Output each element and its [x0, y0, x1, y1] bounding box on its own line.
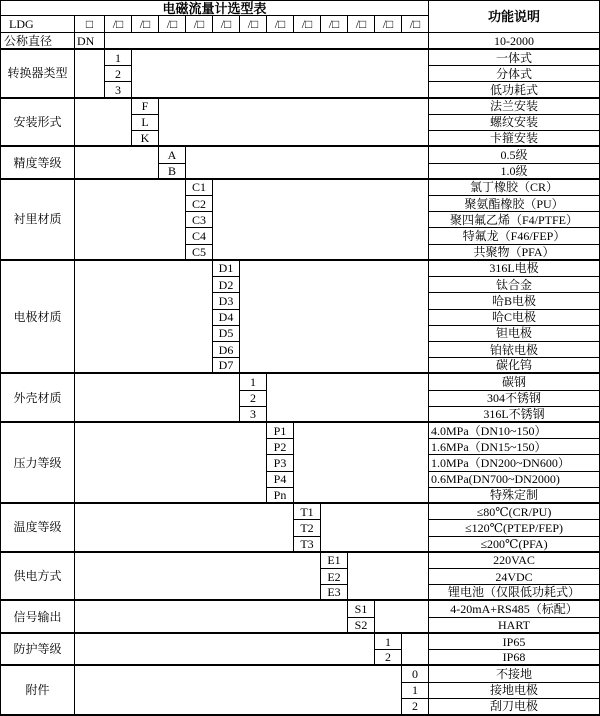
group-code: 1 [105, 50, 132, 66]
group-code: T1 [294, 504, 321, 520]
group-span-left [75, 504, 294, 553]
group-value: 锂电池（仅限低功耗式） [429, 585, 599, 601]
group-span-right [348, 553, 429, 602]
group-value: 钽电极 [429, 326, 599, 342]
group-value: 220VAC [429, 553, 599, 569]
group-code: P1 [267, 423, 294, 439]
group-value: 24VDC [429, 569, 599, 585]
group-value: 法兰安装 [429, 99, 599, 115]
group-label: 供电方式 [1, 553, 75, 602]
group-code: P4 [267, 472, 294, 488]
group-value: 聚氨酯橡胶（PU） [429, 196, 599, 212]
model-slot: /□ [267, 16, 294, 33]
group-label: 附件 [1, 666, 75, 715]
group-code: Pn [267, 488, 294, 504]
group-span-left [75, 180, 186, 261]
group-value: 碳钢 [429, 374, 599, 390]
group-span-right [159, 99, 429, 148]
group-code: T3 [294, 537, 321, 553]
group-span-left [75, 553, 321, 602]
group-code: 2 [375, 650, 402, 666]
group-code: A [159, 147, 186, 163]
group-value: HART [429, 618, 599, 634]
group-value: IP68 [429, 650, 599, 666]
group-label: 压力等级 [1, 423, 75, 504]
group-value: IP65 [429, 634, 599, 650]
group-label: 外壳材质 [1, 374, 75, 423]
group-code: C2 [186, 196, 213, 212]
group-code: D7 [213, 358, 240, 374]
model-slot: /□ [240, 16, 267, 33]
group-code: 0 [402, 666, 429, 682]
model-slot: /□ [402, 16, 429, 33]
group-value: 316L电极 [429, 261, 599, 277]
group-span-left [75, 601, 348, 633]
group-span-right [375, 601, 429, 633]
group-value: 螺纹安装 [429, 115, 599, 131]
group-value: 1.0级 [429, 164, 599, 180]
model-slot: /□ [321, 16, 348, 33]
group-code: 2 [402, 699, 429, 715]
group-code: 1 [402, 683, 429, 699]
group-span-left [75, 374, 240, 423]
group-value: ≤120℃(PTEP/FEP) [429, 520, 599, 536]
group-code: 1 [240, 374, 267, 390]
group-code: 2 [240, 391, 267, 407]
group-code: D2 [213, 277, 240, 293]
group-value: 卡箍安装 [429, 131, 599, 147]
group-span-right [213, 180, 429, 261]
group-value: 304不锈钢 [429, 391, 599, 407]
group-span-left [75, 634, 375, 666]
group-span-left [75, 261, 213, 375]
function-column-header: 功能说明 [429, 1, 599, 33]
group-value: 一体式 [429, 50, 599, 66]
group-value: 低功耗式 [429, 82, 599, 98]
group-label: 信号输出 [1, 601, 75, 633]
group-value: 碳化钨 [429, 358, 599, 374]
group-value: 共聚物（PFA） [429, 245, 599, 261]
table-title: 电磁流量计选型表 [1, 1, 429, 16]
group-code: 3 [105, 82, 132, 98]
group-label: 衬里材质 [1, 180, 75, 261]
model-slot: /□ [348, 16, 375, 33]
group-value: 钛合金 [429, 277, 599, 293]
group-code: C1 [186, 180, 213, 196]
group-code: S2 [348, 618, 375, 634]
group-value: 0.6MPa(DN700~DN2000) [429, 472, 599, 488]
group-value: ≤80℃(CR/PU) [429, 504, 599, 520]
group-code: D6 [213, 342, 240, 358]
group-code: L [132, 115, 159, 131]
group-value: 1.0MPa（DN200~DN600） [429, 455, 599, 471]
group-code: T2 [294, 520, 321, 536]
group-span-left [75, 147, 159, 179]
group-value: 不接地 [429, 666, 599, 682]
group-value: 316L不锈钢 [429, 407, 599, 423]
group-value: 特氟龙（F46/FEP） [429, 228, 599, 244]
dn-code: DN [75, 33, 105, 50]
group-value: 特殊定制 [429, 488, 599, 504]
group-value: 0.5级 [429, 147, 599, 163]
group-span-right [402, 634, 429, 666]
model-slot: /□ [105, 16, 132, 33]
group-value: 4.0MPa（DN10~150） [429, 423, 599, 439]
group-span-right [267, 374, 429, 423]
group-span-right [132, 50, 429, 99]
group-value: 刮刀电极 [429, 699, 599, 715]
group-value: 4-20mA+RS485（标配） [429, 601, 599, 617]
group-value: 接地电极 [429, 683, 599, 699]
model-slot: /□ [294, 16, 321, 33]
dn-label: 公称直径 [1, 33, 75, 50]
group-code: 3 [240, 407, 267, 423]
group-code: 2 [105, 66, 132, 82]
group-code: E3 [321, 585, 348, 601]
group-code: D4 [213, 310, 240, 326]
group-span-right [240, 261, 429, 375]
group-code: F [132, 99, 159, 115]
group-code: B [159, 164, 186, 180]
group-code: D5 [213, 326, 240, 342]
group-code: P3 [267, 455, 294, 471]
group-span-left [75, 50, 105, 99]
group-code: D1 [213, 261, 240, 277]
group-span-left [75, 99, 132, 148]
group-label: 安装形式 [1, 99, 75, 148]
group-code: E2 [321, 569, 348, 585]
group-value: 铂铱电极 [429, 342, 599, 358]
group-span-right [294, 423, 429, 504]
group-span-left [75, 666, 402, 715]
model-slot: /□ [159, 16, 186, 33]
model-slot: /□ [132, 16, 159, 33]
model-slot: /□ [375, 16, 402, 33]
group-code: E1 [321, 553, 348, 569]
group-code: P2 [267, 439, 294, 455]
model-prefix: LDG [1, 16, 75, 33]
group-span-right [321, 504, 429, 553]
group-code: C4 [186, 228, 213, 244]
group-value: 哈B电极 [429, 293, 599, 309]
group-label: 转换器类型 [1, 50, 75, 99]
group-code: K [132, 131, 159, 147]
group-code: 1 [375, 634, 402, 650]
group-value: 聚四氟乙烯（F4/PTFE） [429, 212, 599, 228]
group-value: 氯丁橡胶（CR） [429, 180, 599, 196]
model-box: □ [75, 16, 105, 33]
group-value: ≤200℃(PFA) [429, 537, 599, 553]
dn-value: 10-2000 [429, 33, 599, 50]
group-span-left [75, 423, 267, 504]
dn-span [105, 33, 429, 50]
group-label: 温度等级 [1, 504, 75, 553]
group-code: D3 [213, 293, 240, 309]
group-value: 1.6MPa（DN15~150） [429, 439, 599, 455]
group-label: 精度等级 [1, 147, 75, 179]
group-value: 分体式 [429, 66, 599, 82]
group-code: S1 [348, 601, 375, 617]
group-span-right [186, 147, 429, 179]
group-label: 电极材质 [1, 261, 75, 375]
model-slot: /□ [213, 16, 240, 33]
group-value: 哈C电极 [429, 310, 599, 326]
group-code: C3 [186, 212, 213, 228]
model-slot: /□ [186, 16, 213, 33]
group-label: 防护等级 [1, 634, 75, 666]
group-code: C5 [186, 245, 213, 261]
